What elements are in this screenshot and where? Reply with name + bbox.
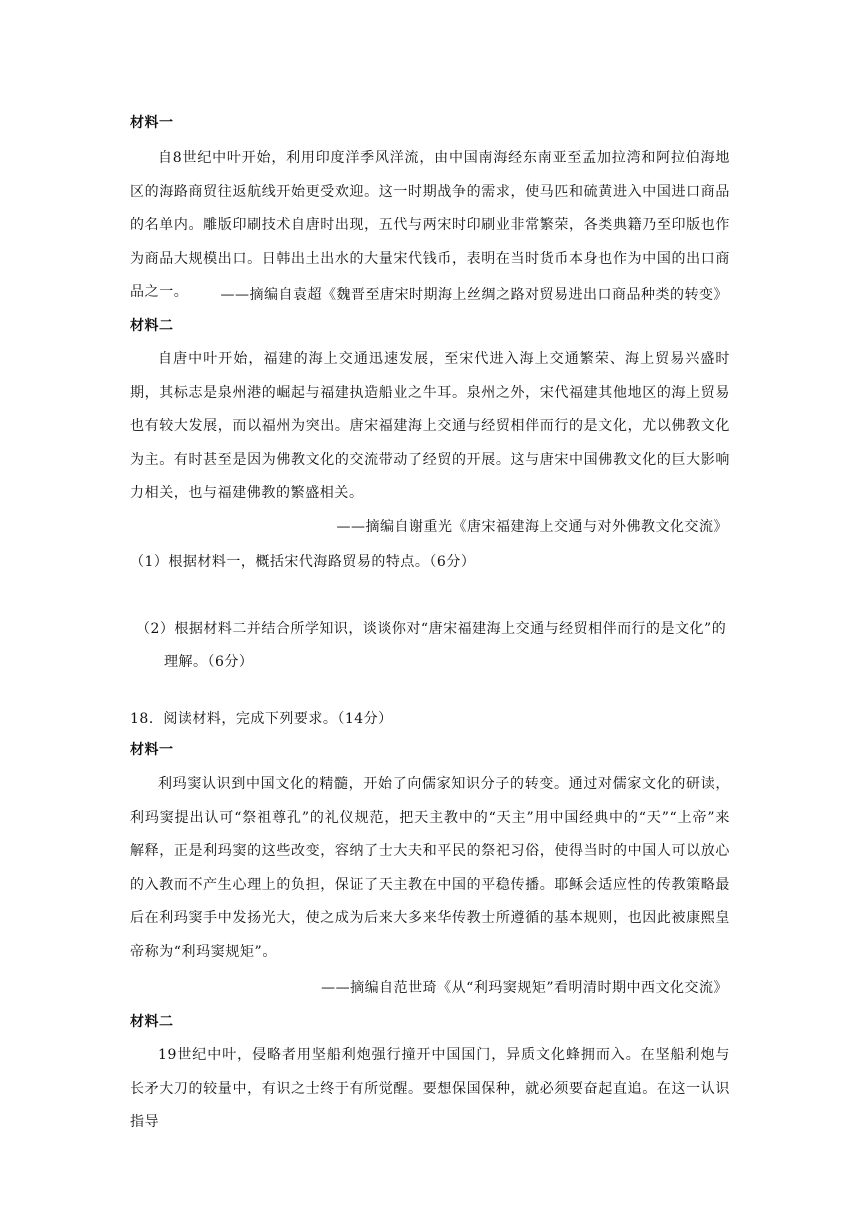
q18-material-2-text: 19世纪中叶，侵略者用坚船利炮强行撞开中国国门，异质文化蜂拥而入。在坚船利炮与长矛大刀的较量中，有识之士终于有所觉醒。要想保国保种，就必须要奋起直追。在这一认识指导: [130, 1047, 730, 1130]
material-1-heading: 材料一: [130, 115, 174, 131]
q18-material-2-heading: 材料二: [130, 1014, 174, 1030]
q18-material-1-heading: 材料一: [130, 742, 174, 758]
question-2-line-1: （2）根据材料二并结合所学知识，谈谈你对“唐宋福建海上交通与经贸相伴而行的是文化”的: [136, 621, 727, 637]
question-1: （1）根据材料一，概括宋代海路贸易的特点。（6分）: [130, 554, 476, 570]
material-2-source: ——摘编自谢重光《唐宋福建海上交通与对外佛教文化交流》: [336, 519, 728, 535]
question-2-line-2: 理解。（6分）: [164, 654, 254, 670]
q18-material-1-text: 利玛窦认识到中国文化的精髓，开始了向儒家知识分子的转变。通过对儒家文化的研读，利玛窦提出认可“祭祖尊孔”的礼仪规范，把天主教中的“天主”用中国经典中的“天”“上帝”来解释，正是利玛窦的这些改变，容纳了士大夫和平民的祭祀习俗，使得当时的中国人可以放心的入教而不产生心理上的负担，保证了天主教在中国的平稳传播。耶稣会适应性的传教策略最后在利玛窦手中发扬光大，使之成为后来大多来华传教士所遵循的基本规则，也因此被康熙皇帝称为“利玛窦规矩”。: [130, 776, 730, 960]
q18-material-1-source: ——摘编自范世琦《从“利玛窦规矩”看明清时期中西文化交流》: [321, 980, 728, 996]
material-2-text: 自唐中叶开始，福建的海上交通迅速发展，至宋代进入海上交通繁荣、海上贸易兴盛时期，其标志是泉州港的崛起与福建执造船业之牛耳。泉州之外，宋代福建其他地区的海上贸易也有较大发展，而以福州为突出。唐宋福建海上交通与经贸相伴而行的是文化，尤以佛教文化为主。有时甚至是因为佛教文化的交流带动了经贸的开展。这与唐宋中国佛教文化的巨大影响力相关，也与福建佛教的繁盛相关。: [130, 351, 730, 501]
material-2-heading: 材料二: [130, 318, 174, 334]
material-1-source: ——摘编自袁超《魏晋至唐宋时期海上丝绸之路对贸易进出口商品种类的转变》: [220, 287, 728, 303]
question-18-intro: 18．阅读材料，完成下列要求。（14分）: [130, 711, 393, 727]
question-2: [136, 613, 736, 679]
material-1-text: 自8世纪中叶开始，利用印度洋季风洋流，由中国南海经东南亚至孟加拉湾和阿拉伯海地区的海路商贸往返航线开始更受欢迎。这一时期战争的需求，使马匹和硫黄进入中国进口商品的名单内。雕版印刷技术自唐时出现，五代与两宋时印刷业非常繁荣，各类典籍乃至印版也作为商品大规模出口。日韩出土出水的大量宋代钱币，表明在当时货币本身也作为中国的出口商品之一。: [130, 150, 730, 300]
